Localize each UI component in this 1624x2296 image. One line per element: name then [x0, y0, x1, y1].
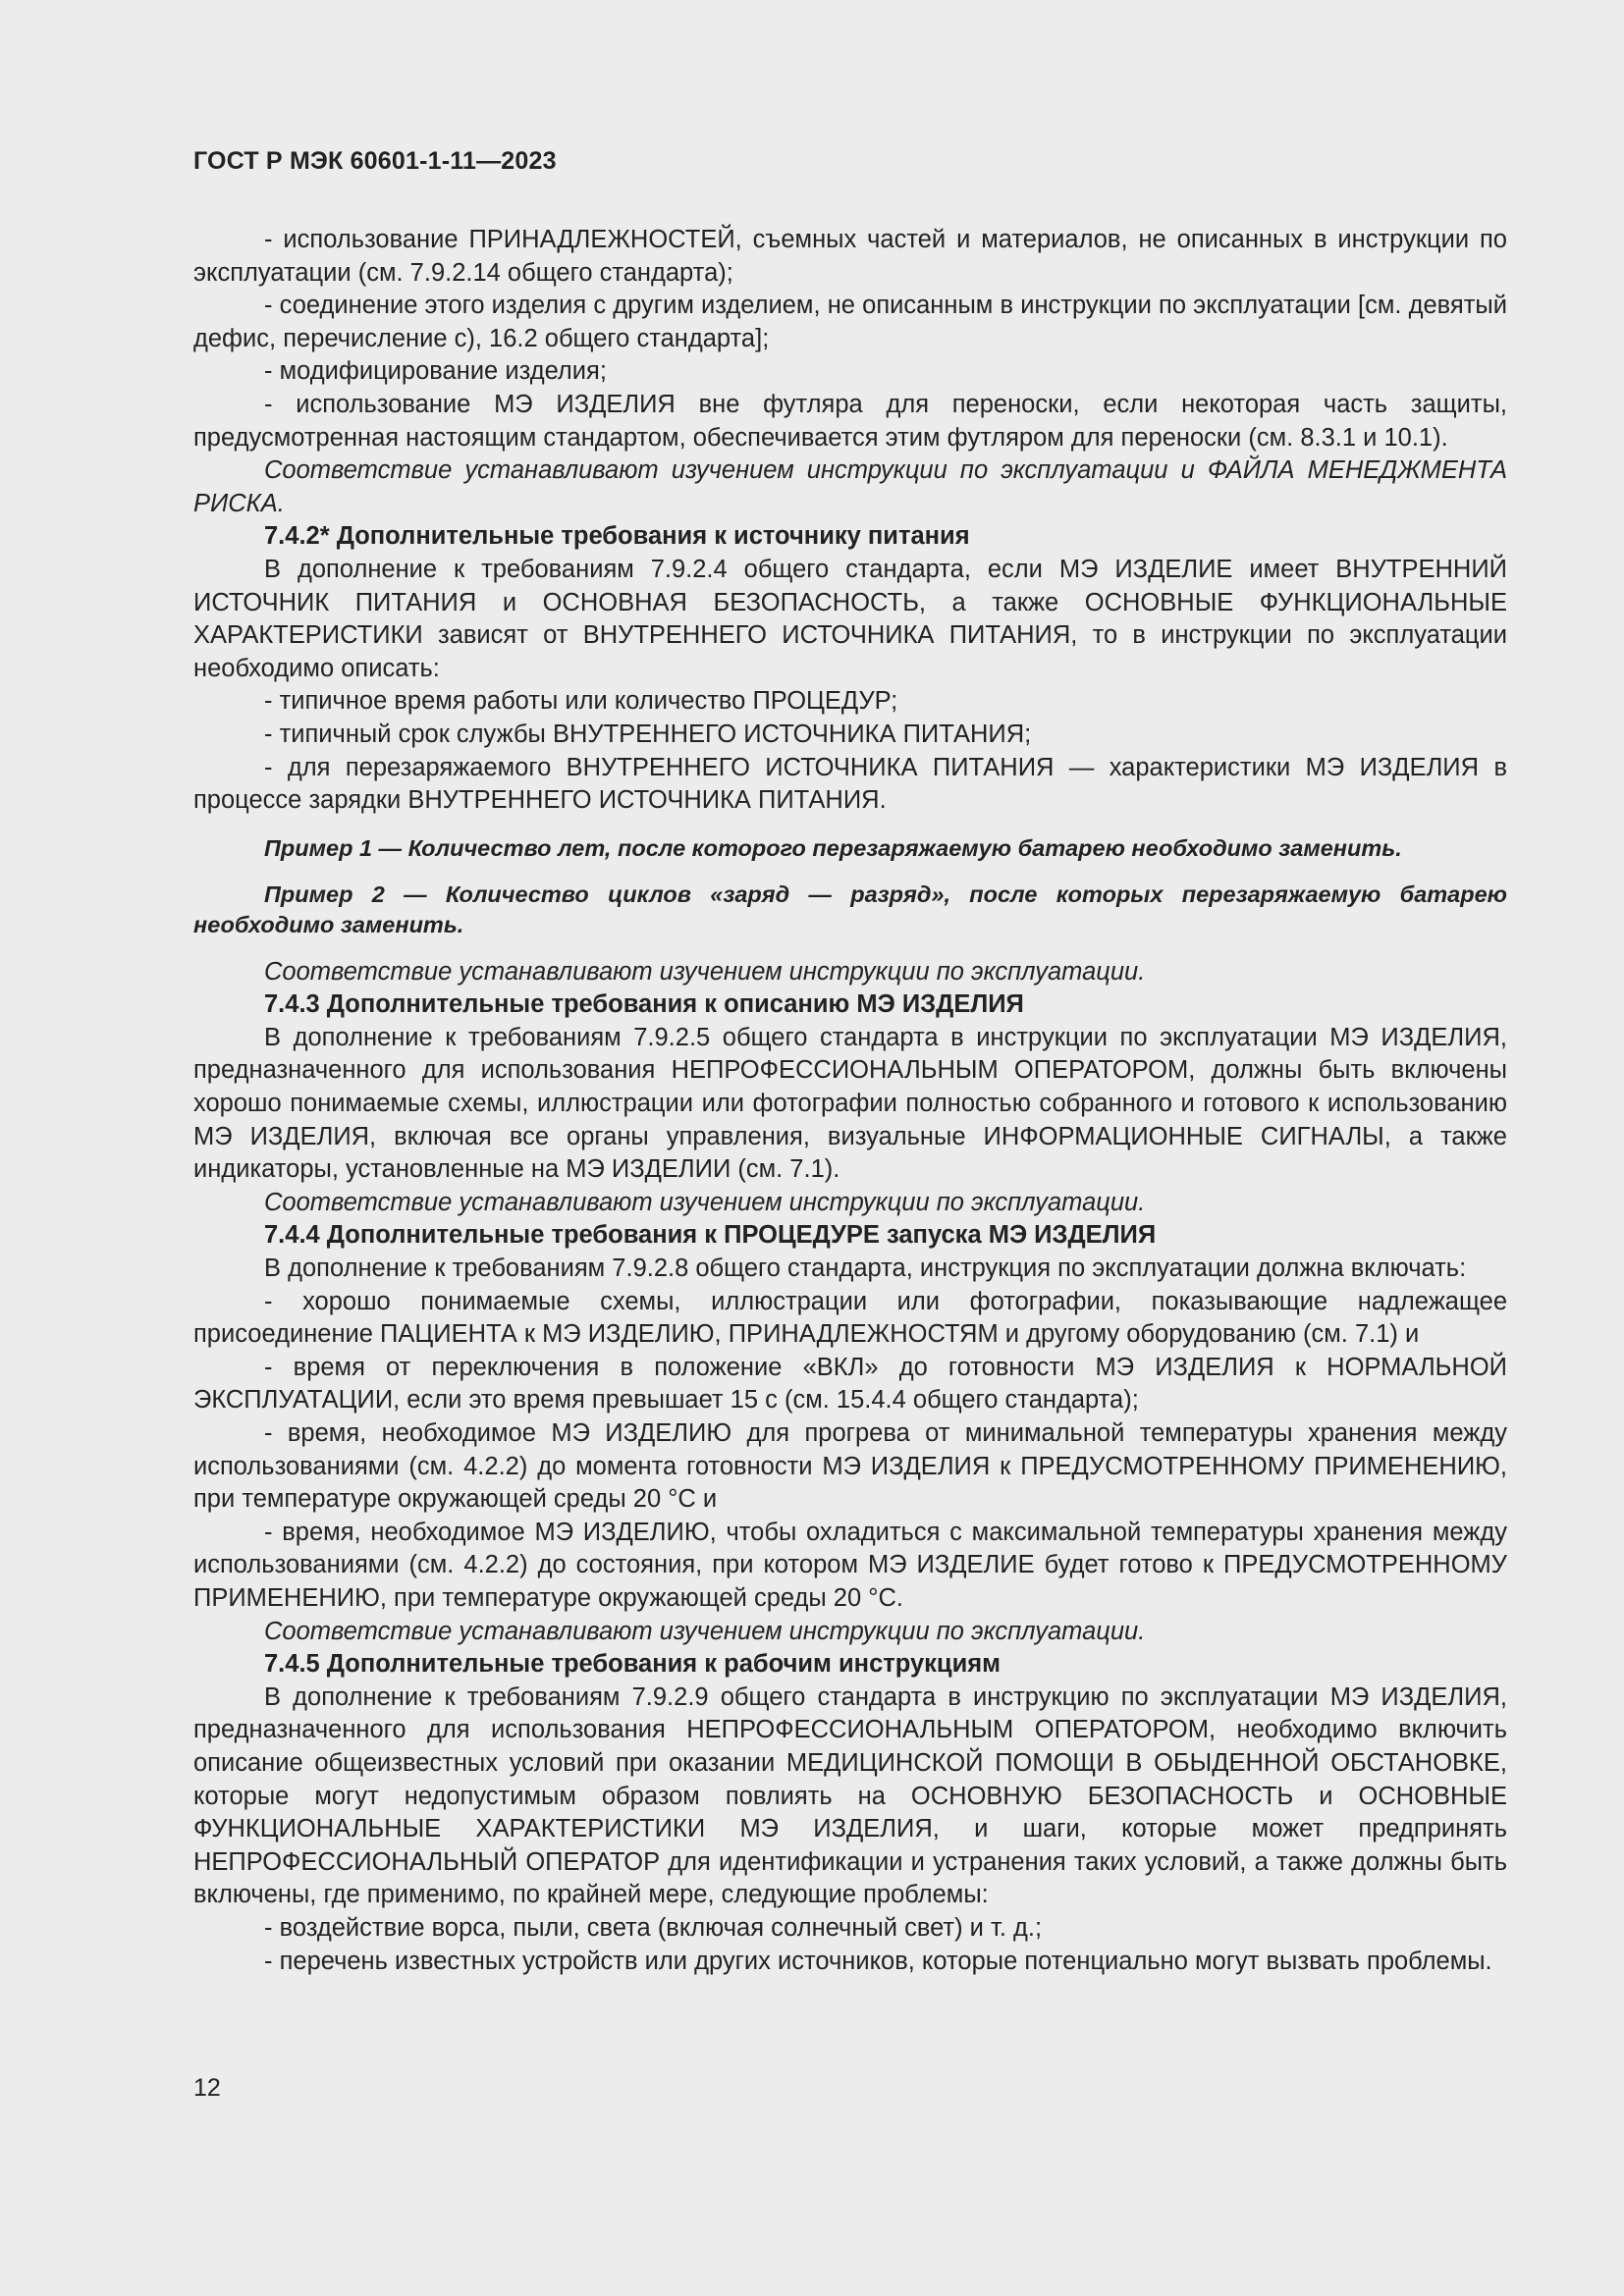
list-item: - типичное время работы или количество ПРОЦЕДУР; [264, 687, 898, 716]
compliance-note: Соответствие устанавливают изучением инструкции по эксплуатации. [264, 1188, 1146, 1216]
list-item: - модифицирование изделия; [264, 357, 607, 386]
paragraph: В дополнение к требованиям 7.9.2.8 общего стандарта, инструкция по эксплуатации должна включать: [264, 1255, 1467, 1283]
section-heading-7-4-5: 7.4.5 Дополнительные требования к рабочим инструкциям [264, 1650, 1001, 1679]
list-item: - время, необходимое МЭ ИЗДЕЛИЮ для прогрева от минимальной температуры хранения между использованиями (см. 4.2.2) до момента готовности МЭ ИЗДЕЛИЯ к ПРЕДУСМОТРЕННОМУ ПРИМЕНЕНИЮ, при температуре окружающей среды 20 °С и [193, 1419, 1507, 1514]
paragraph: В дополнение к требованиям 7.9.2.9 общего стандарта в инструкцию по эксплуатации МЭ ИЗДЕЛИЯ, предназначенного для использования НЕПРОФЕССИОНАЛЬНЫМ ОПЕРАТОРОМ, необходимо включить описание общеизвестных условий при оказании МЕДИЦИНСКОЙ ПОМОЩИ В ОБЫДЕННОЙ ОБСТАНОВКЕ, которые могут недопустимым образом повлиять на ОСНОВНУЮ БЕЗОПАСНОСТЬ и ОСНОВНЫЕ ФУНКЦИОНАЛЬНЫЕ ХАРАКТЕРИСТИКИ МЭ ИЗДЕЛИЯ, и шаги, которые может предпринять НЕПРОФЕССИОНАЛЬНЫЙ ОПЕРАТОР для идентификации и устранения таких условий, а также должны быть включены, где применимо, по крайней мере, следующие проблемы: [193, 1682, 1507, 1909]
paragraph: В дополнение к требованиям 7.9.2.5 общего стандарта в инструкции по эксплуатации МЭ ИЗДЕЛИЯ, предназначенного для использования НЕПРОФЕССИОНАЛЬНЫМ ОПЕРАТОРОМ, должны быть включены хорошо понимаемые схемы, иллюстрации или фотографии полностью собранного и готового к использованию МЭ ИЗДЕЛИЯ, включая все органы управления, визуальные ИНФОРМАЦИОННЫЕ СИГНАЛЫ, а также индикаторы, установленные на МЭ ИЗДЕЛИИ (см. 7.1). [193, 1023, 1507, 1184]
page-number: 12 [193, 2074, 221, 2102]
list-item: - использование ПРИНАДЛЕЖНОСТЕЙ, съемных частей и материалов, не описанных в инструкции по эксплуатации (см. 7.9.2.14 общего стандарта); [193, 226, 1507, 287]
paragraph: В дополнение к требованиям 7.9.2.4 общего стандарта, если МЭ ИЗДЕЛИЕ имеет ВНУТРЕННИЙ ИСТОЧНИК ПИТАНИЯ и ОСНОВНАЯ БЕЗОПАСНОСТЬ, а также ОСНОВНЫЕ ФУНКЦИОНАЛЬНЫЕ ХАРАКТЕРИСТИКИ зависят от ВНУТРЕННЕГО ИСТОЧНИКА ПИТАНИЯ, то в инструкции по эксплуатации необходимо описать: [193, 555, 1507, 682]
list-item: - соединение этого изделия с другим изделием, не описанным в инструкции по эксплуатации [см. девятый дефис, перечисление с), 16.2 общего стандарта]; [193, 292, 1507, 352]
list-item: - время, необходимое МЭ ИЗДЕЛИЮ, чтобы охладиться с максимальной температуры хранения между использованиями (см. 4.2.2) до состояния, при котором МЭ ИЗДЕЛИЕ будет готово к ПРЕДУСМОТРЕННОМУ ПРИМЕНЕНИЮ, при температуре окружающей среды 20 °С. [193, 1518, 1507, 1612]
page-header: ГОСТ Р МЭК 60601-1-11—2023 [193, 147, 557, 175]
list-item: - перечень известных устройств или других источников, которые потенциально могут вызвать проблемы. [264, 1947, 1492, 1975]
list-item: - использование МЭ ИЗДЕЛИЯ вне футляра для переноски, если некоторая часть защиты, предусмотренная настоящим стандартом, обеспечивается этим футляром для переноски (см. 8.3.1 и 10.1). [193, 390, 1507, 452]
example-2: Пример 2 — Количество циклов «заряд — разряд», после которых перезаряжаемую батарею необходимо заменить. [193, 881, 1507, 937]
compliance-note: Соответствие устанавливают изучением инструкции по эксплуатации и ФАЙЛА МЕНЕДЖМЕНТА РИСКА. [193, 456, 1507, 517]
compliance-note: Соответствие устанавливают изучением инструкции по эксплуатации. [264, 957, 1146, 986]
list-item: - хорошо понимаемые схемы, иллюстрации или фотографии, показывающие надлежащее присоединение ПАЦИЕНТА к МЭ ИЗДЕЛИЮ, ПРИНАДЛЕЖНОСТЯМ и другому оборудованию (см. 7.1) и [193, 1287, 1507, 1349]
document-body [193, 224, 1507, 1978]
list-item: - типичный срок службы ВНУТРЕННЕГО ИСТОЧНИКА ПИТАНИЯ; [264, 720, 1032, 748]
list-item: - время от переключения в положение «ВКЛ» до готовности МЭ ИЗДЕЛИЯ к НОРМАЛЬНОЙ ЭКСПЛУАТАЦИИ, если это время превышает 15 с (см. 15.4.4 общего стандарта); [193, 1353, 1507, 1415]
example-1: Пример 1 — Количество лет, после которого перезаряжаемую батарею необходимо заменить. [264, 834, 1402, 861]
list-item: - для перезаряжаемого ВНУТРЕННЕГО ИСТОЧНИКА ПИТАНИЯ — характеристики МЭ ИЗДЕЛИЯ в процессе зарядки ВНУТРЕННЕГО ИСТОЧНИКА ПИТАНИЯ. [193, 753, 1507, 815]
section-heading-7-4-2: 7.4.2* Дополнительные требования к источнику питания [264, 522, 970, 551]
section-heading-7-4-3: 7.4.3 Дополнительные требования к описанию МЭ ИЗДЕЛИЯ [264, 990, 1024, 1019]
compliance-note: Соответствие устанавливают изучением инструкции по эксплуатации. [264, 1617, 1146, 1645]
section-heading-7-4-4: 7.4.4 Дополнительные требования к ПРОЦЕДУРЕ запуска МЭ ИЗДЕЛИЯ [264, 1221, 1157, 1250]
list-item: - воздействие ворса, пыли, света (включая солнечный свет) и т. д.; [264, 1913, 1043, 1942]
